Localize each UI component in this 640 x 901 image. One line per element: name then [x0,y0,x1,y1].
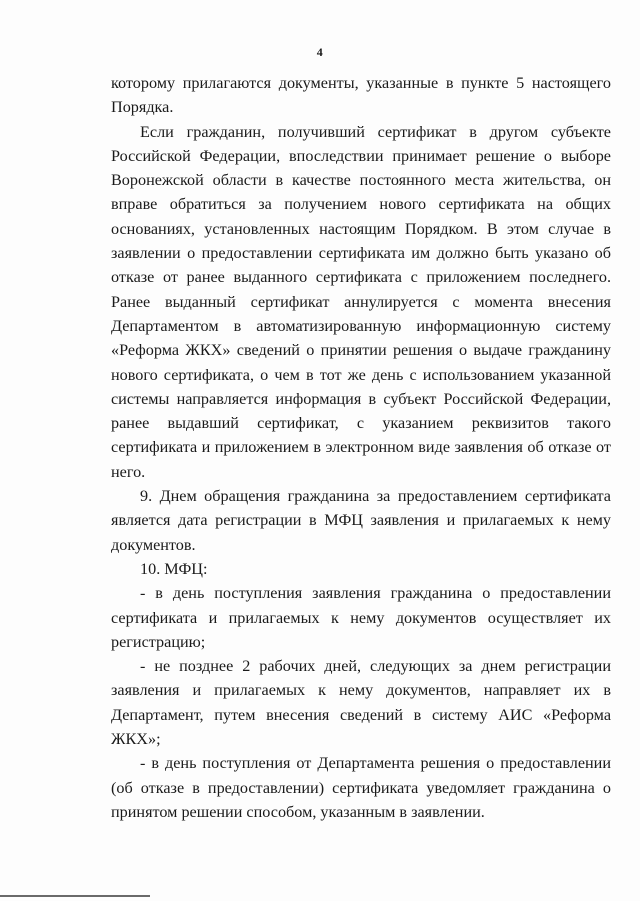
paragraph-item-10-notification: - в день поступления от Департамента решения о предоставлении (об отказе в предоставлении) сертификата уведомляет гражданина о принятом решении способом, указанным в заявлении. [111,754,611,821]
paragraph-item-10-registration: - в день поступления заявления гражданина о предоставлении сертификата и прилагаемых к нему документов осуществляет их регистрацию; [111,584,611,651]
scan-edge-line [0,895,150,897]
paragraph-item-10-forwarding: - не позднее 2 рабочих дней, следующих за днем регистрации заявления и прилагаемых к нему документов, направляет их в Департамент, путем внесения сведений в систему АИС «Реформа ЖКХ»; [111,657,611,749]
paragraph-item-9: 9. Днем обращения гражданина за предоставлением сертификата является дата регистрации в МФЦ заявления и прилагаемых к нему документов. [111,487,611,554]
paragraph-certificate-other-region: Если гражданин, получивший сертификат в другом субъекте Российской Федерации, впоследствии принимает решение о выборе Воронежской области в качестве постоянного места жительства, он вправе обратиться за получением нового сертификата на общих основаниях, установленных настоящим Порядком. В этом случае в заявлении о предоставлении сертификата им должно быть указано об отказе от ранее выданного сертификата с приложением последнего. Ранее выданный сертификат аннулируется с момента внесения Департаментом в автоматизированную информационную систему «Реформа ЖКХ» сведений о принятии решения о выдаче гражданину нового сертификата, о чем в тот же день с использованием указанной системы направляется информация в субъект Российской Федерации, ранее выдавший сертификат, с указанием реквизитов такого сертификата и приложением в электронном виде заявления об отказе от него. [111,122,611,481]
document-body [111,71,611,824]
paragraph-item-10-heading: 10. МФЦ: [140,559,208,578]
paragraph-continuation: которому прилагаются документы, указанные в пункте 5 настоящего Порядка. [111,74,611,117]
page-number: 4 [316,45,324,59]
